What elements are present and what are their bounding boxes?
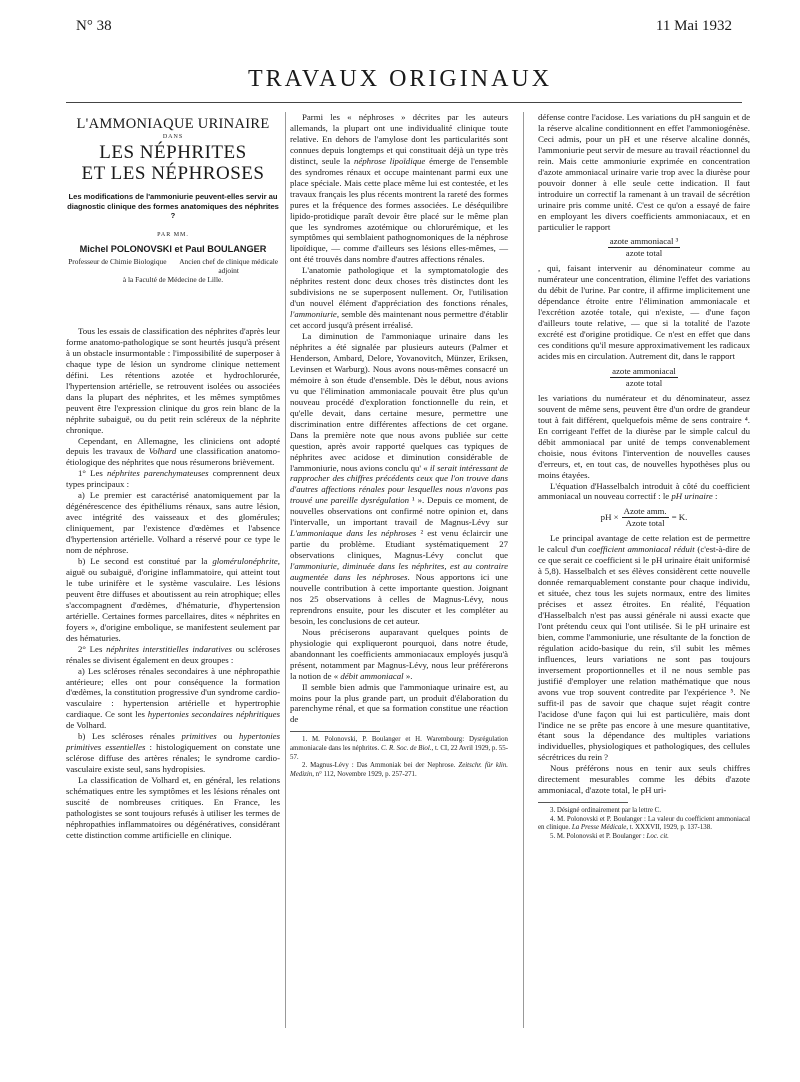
paragraph: les variations du numérateur et du dénominateur, assez souvent de même sens, peuvent être d'un ordre de grandeur tout à fait différent, quelquefois même de sens contraire ⁴. En corrigeant l'effet de la diurèse par le simple calcul du débit ammoniacal par unité de temps convenablement choisie, nous évitons l'intervention de nouvelles causes d'erreurs, et, en tout cas, de nouvelles hypothèses plus ou moins étayées.	[538, 392, 750, 480]
paragraph: L'anatomie pathologique et la symptomatologie des néphrites restent donc deux choses très distinctes dont les subdivisions ne se superposent nullement. Or, l'utilisation d'un nouvel élément d'appréciation des fonctions rénales, l'ammoniurie, semble dès maintenant nous permettre d'établir cet accord jusqu'à présent irréalisé.	[290, 265, 508, 331]
paragraph: La diminution de l'ammoniaque urinaire dans les néphrites a été signalée par plusieurs auteurs (Palmer et Henderson, Ambard, Delore, Yovanovitch, Münzer, Eriksen, Levinsen et Warburg). Nous avons nous-mêmes consacré un mémoire à son étude d'ensemble. Dès le début, nous avions vu que l'élimination ammoniacale pouvait être plus qu'un nouveau procédé d'exploration fonctionnelle du rein, et qu'elle devait, dans certaine mesure, permettre une discrimination entre différentes affections de cet organe. Dans la première note que nous avons publiée sur cette question, après avoir rapporté quelques cas typiques de néphrites avec acidose et diminution considérable de l'ammoniurie, nous avions conclu qu' « il serait intéressant de rapprocher des chiffres précédents ceux que l'on trouve dans d'autres affections rénales pour lesquelles nous n'avons pas trouvé une pareille dysrégulation ¹ ». Depuis ce moment, de nouvelles observations ont confirmé notre opinion et, dans l'intervalle, un important travail de Magnus-Lévy sur L'ammoniaque dans les néphroses ² est venu éclaircir une partie du problème. Etudiant systématiquement 27 observations cliniques, Magnus-Lévy conclut que l'ammoniurie, diminuée dans les néphrites, est au contraire augmentée dans les néphroses. Nous apportons ici une nouvelle contribution à cette importante question. Joignant nos 25 observations à celles de Magnus-Lévy, nous reprendrons ensuite, pour les discuter et les compléter au besoin, les conclusions de cet auteur.	[290, 331, 508, 626]
paragraph: a) Le premier est caractérisé anatomiquement par la dégénérescence des épithéliums rénaux, sans autre lésion, avec intégrité des vaisseaux et des glomérules; cliniquement, par l'existence d'œdèmes et l'absence d'hypertension artérielle. Volhard a réservé pour ce type le nom de néphrose.	[66, 490, 280, 556]
paragraph: Nous préférons nous en tenir aux seuls chiffres directement mesurables comme les débits d'azote ammoniacal, d'azote total, le pH uri-	[538, 763, 750, 796]
article-title-line1: L'AMMONIAQUE URINAIRE	[76, 116, 270, 132]
affiliation-right: Ancien chef de clinique médicale adjoint	[179, 256, 279, 275]
article-title-block	[66, 116, 280, 326]
equation-prefix: pH ×	[600, 512, 619, 523]
column-3	[538, 112, 750, 842]
article-title-line3: ET LES NÉPHROSES	[81, 163, 265, 184]
article-subtitle: Les modifications de l'ammoniurie peuvent-elles servir au diagnostic clinique des formes anatomiques des néphrites ?	[67, 192, 279, 221]
article-title-line2: LES NÉPHRITES	[99, 142, 247, 163]
paragraph: défense contre l'acidose. Les variations du pH sanguin et de la réserve alcaline conditionnent en effet l'ammoniogénèse. Ceci admis, pour un pH et une réserve alcaline donnés, l'ammoniurie peut servir de mesure au travail réactionnel du rein. Mais cette ammoniurie exprimée en concentration d'azote ammoniacal urinaire varie trop avec la diurèse pour pouvoir donner à elle seule cette indication. Il faut introduire un correctif la ramenant à un travail de sécrétion urinaire pris comme unité. C'est ce qu'on a essayé de faire en employant les divers coefficients ammoniacaux, et en particulier le rapport	[538, 112, 750, 232]
footnote: 3. Désigné ordinairement par la lettre C.	[550, 807, 661, 815]
issue-number: N° 38	[76, 18, 112, 34]
section-title: TRAVAUX ORIGINAUX	[247, 66, 553, 92]
paragraph: Tous les essais de classification des néphrites d'après leur forme anatomo-pathologique se sont heurtés jusqu'à présent à un obstacle insurmontable : l'impossibilité de superposer à chaque type de lésion un syndrome clinique nettement défini. Les rétentions azotée et hydrochlorurée, l'hypertension artérielle, se retrouvent isolées ou associées dans la plupart des néphrites, et les mêmes symptômes peuvent être l'expression clinique du gros rein blanc de la néphrite subaiguë, ou du petit rein scléreux de la néphrite chronique.	[66, 326, 280, 435]
ratio-formula-1	[538, 236, 750, 259]
issue-date: 11 Mai 1932	[655, 18, 732, 34]
footnote: 2. Magnus-Lévy : Das Ammoniak bei der Nephrose. Zeitschr. für klin. Medizin, n° 112, Novembre 1929, p. 257-271.	[290, 762, 508, 778]
equation-denominator: Azote total	[625, 518, 665, 529]
paragraph: Il semble bien admis que l'ammoniaque urinaire est, au moins pour la plus grande part, un produit d'élaboration du parenchyme rénal, et que sa formation constitue une réaction de	[290, 681, 508, 725]
ratio-numerator: azote ammoniacal ³	[609, 236, 679, 247]
affiliation-left: Professeur de Chimie Biologique	[68, 256, 167, 266]
footnote: 1. M. Polonovski, P. Boulanger et H. Warembourg: Dysrégulation ammoniacale dans les néphrites. C. R. Soc. de Biol., t. CI, 22 Avril 1929, p. 55-57.	[290, 736, 508, 761]
paragraph: , qui, faisant intervenir au dénominateur comme au numérateur une concentration, élimine l'effet des variations du débit de l'urine. Par contre, il affirme implicitement une dépendance étroite entre l'élimination ammoniacale et l'excrétion azotée totale, qui n'existe, — d'une façon d'ailleurs toute relative, — que si la totalité de l'azote excrété est d'origine protidique. Ce n'est en effet que dans ces conditions qu'il mesure approximativement les radicaux acides mis en circulation. Autrement dit, dans le rapport	[538, 263, 750, 362]
article-par: PAR MM.	[157, 231, 189, 238]
paragraph: 1° Les néphrites parenchymateuses comprennent deux types principaux :	[66, 468, 280, 490]
paragraph: b) Les scléroses rénales primitives ou hypertonies primitives essentielles : histologiquement on constate une sclérose diffuse des artères rénales; le syndrome cardio-vasculaire existe seul, sans hydropisies.	[66, 731, 280, 775]
ratio-formula-2	[538, 366, 750, 389]
paragraph: a) Les scléroses rénales secondaires à une néphropathie antérieure; elles ont pour conséquence la formation d'œdèmes, la constitution progressive d'un syndrome cardio-vasculaire : hypertension artérielle et hypertrophie cardiaque. Ce sont les hypertonies secondaires néphritiques de Volhard.	[66, 665, 280, 731]
paragraph: Cependant, en Allemagne, les cliniciens ont adopté depuis les travaux de Volhard une classification anatomo-étiologique des néphrites que nous résumerons brièvement.	[66, 435, 281, 468]
header-rule	[66, 102, 742, 103]
equation-suffix: = K.	[671, 512, 688, 523]
footnote-rule	[538, 802, 628, 803]
footnote: 4. M. Polonovski et P. Boulanger : La valeur du coefficient ammoniacal en clinique. La Presse Médicale, t. XXXVII, 1929, p. 137-138.	[538, 815, 750, 832]
paragraph: Parmi les « néphroses » décrites par les auteurs allemands, la plupart ont une individualité clinique toute relative. En dehors de l'amylose dont les particularités sont connues depuis longtemps et qui constituait déjà un type très distinct, seule la néphrose lipoïdique émerge de l'ensemble des syndromes rénaux et occupe maintenant parmi eux une place spéciale. Mais cette place même lui est contestée, et les travaux français les plus récents montrent la rareté des formes pures et la fréquence des formes associées. Le déséquilibre lipido-protidique paraît devoir être placé sur le même plan que les syndromes azotémique ou chlorurémique, et les symptômes qui semblaient pathognomoniques de la néphrose lipoïdique, — comme d'ailleurs ses lésions elles-mêmes, — ont été trouvés dans nombre d'autres affections rénales.	[290, 112, 509, 265]
column-2	[290, 112, 508, 779]
column-rule-2	[523, 112, 524, 1028]
paragraph: b) Le second est constitué par la glomérulonéphrite, aiguë ou subaiguë, d'origine inflammatoire, qui atteint tout le tube urinifère et le système vasculaire. Les lésions peuvent être diffuses et aboutissent au rein atrophique; elles s'accompagnent d'œdèmes, d'hématurie, d'hypertension artérielle. Certaines formes parcellaires, dites « néphrites en foyers », d'origine embolique, se manifestent seulement par des hématuries.	[66, 556, 280, 643]
hasselbalch-equation	[538, 506, 750, 529]
article-title-dans: DANS	[162, 134, 184, 140]
ratio-numerator: azote ammoniacal	[612, 365, 676, 376]
footnote: 5. M. Polonovski et P. Boulanger : Loc. cit.	[550, 832, 669, 840]
affiliation-faculty: à la Faculté de Médecine de Lille.	[122, 275, 224, 285]
paragraph: L'équation d'Hasselbalch introduit à côté du coefficient ammoniacal un nouveau correctif : le pH urinaire :	[538, 480, 750, 502]
footnote-rule	[290, 731, 380, 732]
equation-numerator: Azote amm.	[623, 506, 667, 517]
paragraph: Nous préciserons auparavant quelques points de physiologie qui expliqueront pourquoi, dans notre étude, abandonnant les coefficients ammoniacaux employés jusqu'à présent, notamment par Magnus-Lévy, nous leur préférerons la notion de « débit ammoniacal ».	[290, 626, 508, 681]
column-rule-1	[285, 112, 286, 1028]
paragraph: La classification de Volhard et, en général, les relations schématiques entre les symptômes et les lésions rénales ont suscité de nombreuses critiques. En France, les pathologistes se sont toujours refusés à utiliser les termes de néphropathies inflammatoires ou dégénératives, considérant cette distinction comme artificielle en clinique.	[66, 775, 280, 840]
author-affiliations	[66, 257, 280, 275]
ratio-denominator: azote total	[625, 248, 663, 259]
ratio-denominator: azote total	[625, 377, 663, 388]
paragraph: 2° Les néphrites interstitielles indaratives ou scléroses rénales se divisent également en deux groupes :	[66, 643, 280, 665]
article-authors: Michel POLONOVSKI et Paul BOULANGER	[79, 243, 267, 254]
paragraph: Le principal avantage de cette relation est de permettre le calcul d'un coefficient ammoniacal réduit (c'est-à-dire de ce que serait ce coefficient si le pH urinaire était uniformisé à 5,8). Hasselbalch et ses élèves considèrent cette nouvelle donnée remarquablement constante pour chaque individu, et située, chez tous les sujets normaux, entre des limites précises et assez étroites. En réalité, l'équation d'Hasselbalch n'est pas aussi générale ni aussi exacte que l'ont prétendu ceux qui l'ont utilisée. Si le pH urinaire est bien, comme l'ammoniurie, une résultante de la fonction de régulation acido-basique du rein, s'il subit les mêmes influences, leurs variations ne sont pas toujours inversement proportionnelles et il ne nous semble pas justifié d'employer une relation mathématique que nous avons vue trop souvent contredite par l'expérience ⁵. Ne suffit-il pas de savoir que chaque sujet réagit contre l'acidose d'une façon qui lui est particulière, mais dont l'indice ne se prête pas encore à une mesure quantitative, étant sous la dépendance des multiples variations individuelles, physiologiques et pathologiques, des cellules sécrétrices du rein ?	[538, 533, 750, 763]
column-1	[66, 112, 280, 841]
